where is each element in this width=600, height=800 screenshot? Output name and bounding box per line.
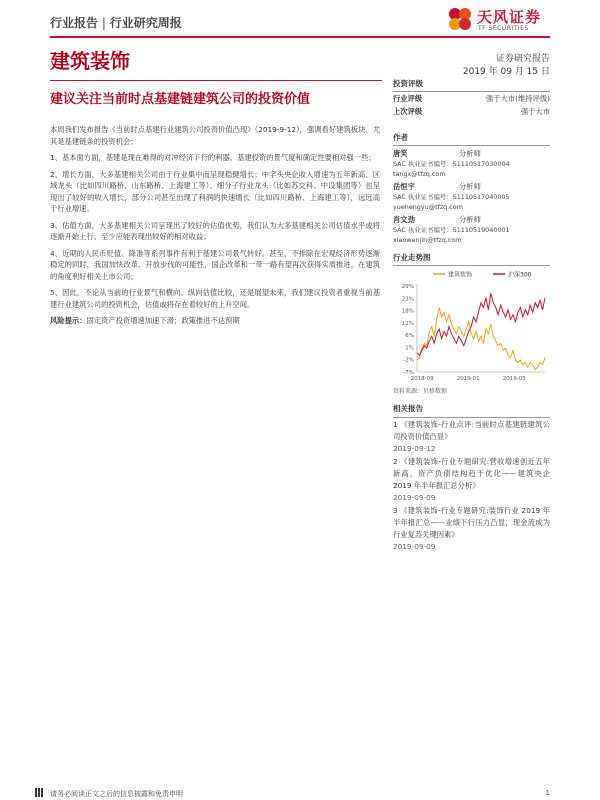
qr-code-icon [35, 788, 44, 797]
x-tick-label: 2018-09 [410, 376, 434, 382]
prev-rating-label: 上次评级 [393, 107, 423, 116]
y-tick-label: -2% [403, 357, 414, 364]
report-subcategory: 行业研究周报 [109, 16, 182, 30]
prev-rating-value: 强于大市 [520, 107, 550, 116]
author-name: 肖文劲 [393, 215, 415, 224]
prev-rating-row [393, 105, 550, 118]
y-tick-label: 1% [405, 345, 414, 352]
author-card [393, 148, 550, 179]
body-point-2: 2、增长方面，大多基建相关公司由于行业集中而呈现稳健增长；中字头央企收入增速为五年新高、区域龙头（比如四川路桥、山东路桥、上海建工等）、细分子行业龙头（比如苏交科、中设集团等）也呈现出了较好的收入增长，部分公司甚至出现了利润的快速增长（比如四川路桥、上海建工等），远远高于行业增速。 [50, 169, 380, 213]
related-report-item[interactable] [393, 456, 550, 504]
author-cert: SAC 执业证书编号：S1110519040001 [393, 226, 510, 234]
related-section-title: 相关报告 [393, 403, 550, 418]
report-body [50, 124, 380, 332]
risk-warning [50, 315, 380, 327]
industry-rating-value: 强于大市(维持评级) [485, 94, 550, 103]
report-type: 证券研究报告 [495, 54, 550, 64]
author-cert: SAC 执业证书编号：S1110517040005 [393, 193, 510, 201]
body-point-3: 3、估值方面，大多基建相关公司呈现出了较好的估值优势，我们认为大多基建相关公司估值水平或将逐渐开始上行、至少应能表现出较好的相对收益； [50, 220, 380, 241]
report-date: 2019 年 09 月 15 日 [462, 67, 550, 77]
series-line [417, 308, 545, 370]
body-point-1: 1、基本面方面，基建是现在难得的对冲经济下行的利器，基建投资的景气度和确定性要相对强一些； [50, 153, 376, 162]
industry-rating-label: 行业评级 [393, 94, 423, 103]
disclaimer-footer: 请务必阅读正文之后的信息披露和免责申明 [50, 790, 183, 798]
related-report-title[interactable]: 2 《建筑装饰-行业专题研究:营收增速创近五年新高，资产负债结构趋于优化——建筑央企 2019 年半年报汇总分析》 [393, 457, 550, 490]
report-category: 行业报告 [50, 16, 99, 30]
author-role: 分析师 [459, 182, 481, 191]
y-tick-label: 18% [401, 308, 414, 315]
author-name: 岳恒宇 [393, 182, 415, 191]
x-tick-label: 2019-01 [456, 376, 480, 382]
logo-icon [447, 6, 473, 32]
report-header [50, 14, 182, 31]
x-tick-label: 2019-05 [502, 376, 526, 382]
author-email[interactable]: yuehengyu@tfzq.com [393, 203, 463, 211]
trend-chart [393, 268, 550, 386]
logo-name: 天风证券 [477, 8, 542, 26]
related-report-title[interactable]: 3 《建筑装饰-行业专题研究:装饰行业 2019 年半年报汇总——业绩下行压力凸显，现金流成为行业复苏关键因素》 [393, 506, 550, 539]
body-intro: 本周我们发布报告《当前时点基建行业建筑公司投资价值凸现》（2019-9-12），强调看好建筑板块、尤其是基建链条的投资机会； [50, 125, 380, 146]
rating-section-title: 投资评级 [393, 78, 550, 92]
author-email[interactable]: xiaowenjin@tfzq.com [393, 236, 462, 244]
author-email[interactable]: tangx@tfzq.com [393, 170, 446, 178]
related-reports [393, 403, 550, 553]
related-report-item[interactable] [393, 419, 550, 455]
chart-source: 资料来源：贝格数据 [393, 388, 448, 395]
risk-text: 固定资产投资增速加速下滑；政策推进不达预期 [86, 316, 240, 325]
header-separator: | [101, 16, 106, 30]
risk-label: 风险提示： [50, 316, 87, 325]
related-report-item[interactable] [393, 505, 550, 553]
body-point-5: 5、因此，不论从当前的行业景气和横向、纵向估值比较，还是展望未来，我们建议投资者重视当前基建行业建筑公司的投资机会，估值或将存在着较好的上升空间。 [50, 288, 380, 309]
trend-section-title: 行业走势图 [393, 252, 550, 266]
y-tick-label: -7% [403, 370, 414, 376]
industry-name: 建筑装饰 [50, 49, 130, 73]
related-report-title[interactable]: 1 《建筑装饰-行业点评:当前时点基建链建筑公司投资价值凸显》 [393, 420, 550, 441]
logo-english: TF SECURITIES [478, 25, 529, 32]
y-tick-label: 23% [401, 296, 414, 303]
legend-label: 建筑装饰 [448, 271, 473, 279]
authors-panel [393, 132, 550, 245]
author-role: 分析师 [459, 149, 481, 158]
y-tick-label: 6% [405, 333, 414, 340]
header-divider [50, 36, 550, 38]
author-cert: SAC 执业证书编号：S1110517030004 [393, 160, 510, 168]
author-name: 唐笑 [393, 149, 408, 158]
y-tick-label: 29% [401, 284, 414, 290]
legend-label: 沪深300 [508, 271, 532, 279]
title-divider [50, 80, 382, 81]
authors-section-title: 作者 [393, 132, 550, 146]
rating-panel [393, 78, 550, 118]
body-point-4: 4、近期的人民币贬值、降准等系列事件有利于基建公司景气转好。甚至，不排除在宏观经济形势逐渐稳定的同时，我国加快改革、开放步伐的可能性，国企改革和一带一路有望再次获得实质推进，在建筑的角度利好相关上市公司； [50, 248, 380, 281]
y-tick-label: 12% [401, 320, 414, 327]
trend-chart-panel [393, 252, 550, 397]
related-report-date: 2019-09-09 [393, 542, 436, 551]
author-role: 分析师 [459, 215, 481, 224]
author-card [393, 214, 550, 245]
report-title: 建议关注当前时点基建链建筑公司的投资价值 [50, 92, 311, 107]
page-number: 1 [545, 789, 550, 797]
author-card [393, 181, 550, 212]
industry-rating-row [393, 92, 550, 105]
related-report-date: 2019-09-09 [393, 493, 436, 502]
related-report-date: 2019-09-12 [393, 444, 436, 453]
